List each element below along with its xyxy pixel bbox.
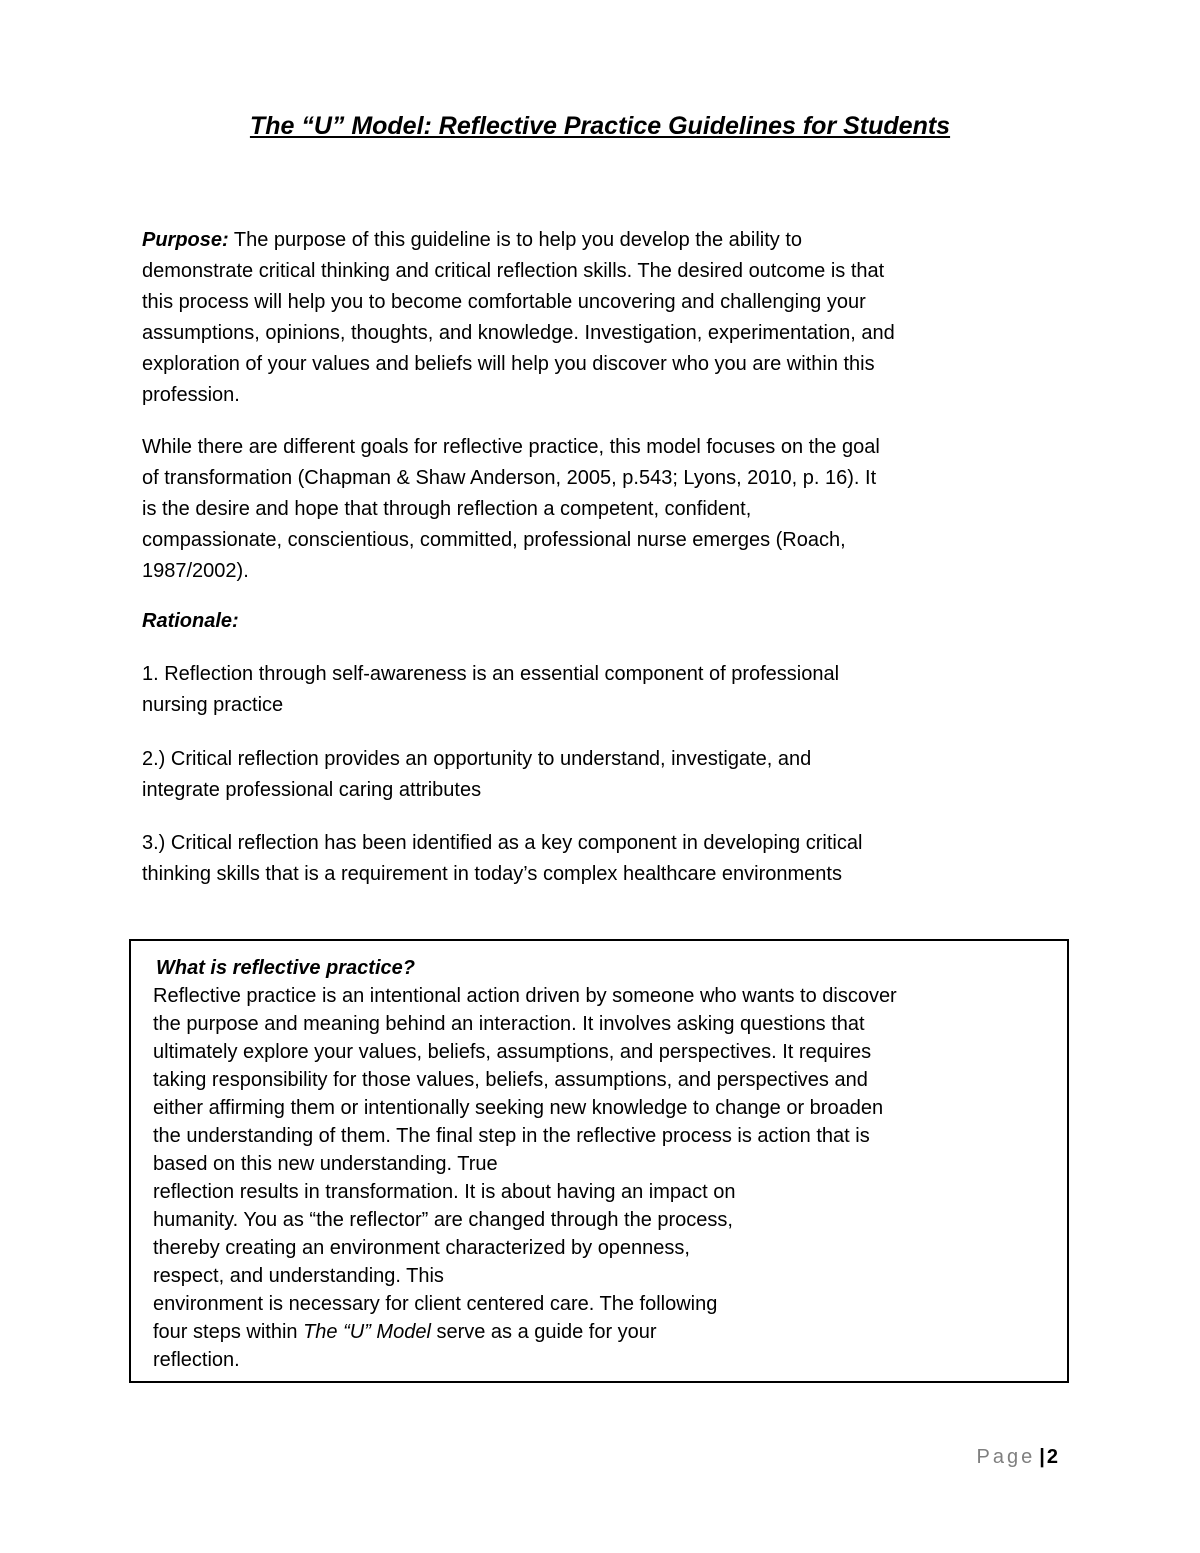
box-line: humanity. You as “the reflector” are changed through the process, (153, 1209, 733, 1231)
page-footer (977, 1446, 1058, 1469)
box-line-pre: four steps within (153, 1321, 304, 1343)
purpose-paragraph (142, 225, 1067, 411)
purpose-line: exploration of your values and beliefs will help you discover who you are within this (142, 353, 875, 375)
box-line: ultimately explore your values, beliefs, assumptions, and perspectives. It requires (153, 1041, 872, 1063)
purpose-line: this process will help you to become comfortable uncovering and challenging your (142, 291, 866, 313)
box-heading: What is reflective practice? (156, 957, 415, 979)
box-line: the understanding of them. The final step in the reflective process is action that is (153, 1125, 870, 1147)
goals-line: is the desire and hope that through reflection a competent, confident, (142, 498, 752, 520)
goals-line: of transformation (Chapman & Shaw Anderson, 2005, p.543; Lyons, 2010, p. 16). It (142, 467, 877, 489)
box-line: reflection. (153, 1349, 240, 1371)
page-label: Page (976, 1446, 1036, 1468)
rationale-item (142, 828, 1067, 890)
rationale-item (142, 744, 1067, 806)
goals-line: compassionate, conscientious, committed, professional nurse emerges (Roach, (142, 529, 846, 551)
box-line: based on this new understanding. True (153, 1153, 498, 1175)
rationale-item-line: nursing practice (142, 694, 284, 716)
model-name: The “U” Model (303, 1321, 431, 1343)
rationale-item (142, 659, 1067, 721)
purpose-label: Purpose: (142, 229, 229, 251)
rationale-item-line: integrate professional caring attributes (142, 779, 482, 801)
rationale-item-line: 1. Reflection through self-awareness is an essential component of professional (142, 663, 840, 685)
box-line (153, 1318, 1058, 1346)
box-line-post: serve as a guide for your (430, 1321, 657, 1343)
box-line: taking responsibility for those values, beliefs, assumptions, and perspectives and (153, 1069, 868, 1091)
reflective-practice-box (129, 939, 1069, 1383)
box-line: reflection results in transformation. It is about having an impact on (153, 1181, 736, 1203)
box-line: Reflective practice is an intentional action driven by someone who wants to discover (153, 985, 897, 1007)
box-line: either affirming them or intentionally seeking new knowledge to change or broaden (153, 1097, 884, 1119)
box-content (153, 954, 1058, 1374)
rationale-item-line: thinking skills that is a requirement in today’s complex healthcare environments (142, 863, 842, 885)
goals-line: While there are different goals for reflective practice, this model focuses on the goal (142, 436, 880, 458)
box-line: the purpose and meaning behind an interaction. It involves asking questions that (153, 1013, 865, 1035)
purpose-line: profession. (142, 384, 240, 406)
rationale-item-line: 2.) Critical reflection provides an opportunity to understand, investigate, and (142, 748, 812, 770)
box-line: thereby creating an environment characterized by openness, (153, 1237, 690, 1259)
goals-paragraph (142, 432, 1067, 587)
purpose-line: demonstrate critical thinking and critical reflection skills. The desired outcome is that (142, 260, 885, 282)
rationale-item-line: 3.) Critical reflection has been identified as a key component in developing critical (142, 832, 863, 854)
purpose-line: assumptions, opinions, thoughts, and knowledge. Investigation, experimentation, and (142, 322, 895, 344)
rationale-heading: Rationale: (142, 610, 239, 632)
document-title: The “U” Model: Reflective Practice Guidelines for Students (249, 112, 951, 140)
box-line: respect, and understanding. This (153, 1265, 444, 1287)
purpose-line (142, 225, 1067, 256)
page-number: 2 (1046, 1446, 1058, 1468)
purpose-line-text: The purpose of this guideline is to help you develop the ability to (228, 229, 803, 251)
page-separator: | (1039, 1446, 1045, 1468)
goals-line: 1987/2002). (142, 560, 249, 582)
box-line: environment is necessary for client centered care. The following (153, 1293, 718, 1315)
